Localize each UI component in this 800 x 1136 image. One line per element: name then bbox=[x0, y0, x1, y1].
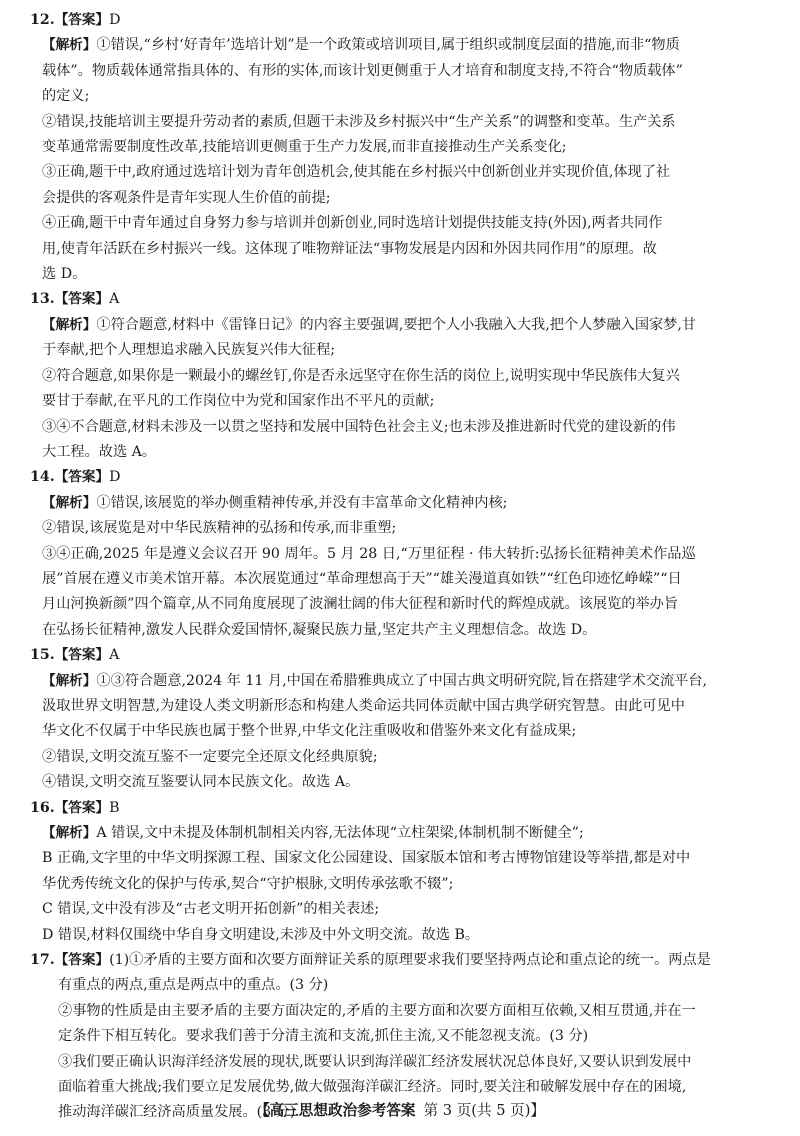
answer-value: D bbox=[109, 12, 121, 28]
answer-line bbox=[30, 796, 776, 821]
answer-line bbox=[30, 287, 776, 312]
analysis-line: 选 D。 bbox=[42, 266, 87, 283]
analysis-tag: 【解析】 bbox=[42, 825, 97, 841]
analysis-line: 汲取世界文明智慧,为建设人类文明新形态和构建人类命运共同体贡献中国古典学研究智慧。由此可见中 bbox=[42, 697, 685, 714]
analysis-line: 要甘于奉献,在平凡的工作岗位中为党和国家作出不平凡的贡献; bbox=[42, 393, 435, 410]
analysis-line bbox=[30, 669, 776, 694]
analysis-line: D 错误,材料仅围绕中华自身文明建设,未涉及中外文明交流。故选 B。 bbox=[42, 926, 480, 943]
answer-line bbox=[30, 8, 776, 33]
analysis-line: 用,使青年活跃在乡村振兴一线。这体现了唯物辩证法“事物发展是内因和外因共同作用”的原理。故 bbox=[42, 240, 657, 257]
answer-value: A bbox=[109, 647, 120, 664]
answer-content bbox=[30, 8, 776, 1126]
answer-value: D bbox=[109, 469, 121, 486]
analysis-line: ④正确,题干中青年通过自身努力参与培训并创新创业,同时选培计划提供技能支持(外因),两者共同作 bbox=[42, 215, 663, 232]
analysis-text: ①错误,“乡村‘好青年’选培计划”是一个政策或培训项目,属于组织或制度层面的措施,而非“物质 bbox=[96, 37, 680, 54]
analysis-line: 华优秀传统文化的保护与传承,契合“守护根脉,文明传承弦歌不辍”; bbox=[42, 875, 454, 892]
analysis-tag: 【解析】 bbox=[42, 37, 97, 54]
answer-line: 有重点的两点,重点是两点中的重点。(3 分) bbox=[58, 977, 329, 994]
footer-title: 【高三思想政治参考答案 bbox=[254, 1102, 416, 1119]
answer-text: (1)①矛盾的主要方面和次要方面辩证关系的原理要求我们要坚持两点论和重点论的统一。两点是 bbox=[109, 952, 711, 969]
analysis-line: ②符合题意,如果你是一颗最小的螺丝钉,你是否永远坚守在你生活的岗位上,说明实现中华民族伟大复兴 bbox=[42, 367, 680, 384]
answer-line bbox=[30, 643, 776, 668]
analysis-line: 变革通常需要制度性改革,技能培训更侧重于生产力发展,而非直接推动生产关系变化; bbox=[42, 139, 567, 156]
analysis-tag: 【解析】 bbox=[42, 672, 97, 689]
question-number: 13. bbox=[30, 291, 55, 308]
analysis-line: 的定义; bbox=[42, 88, 90, 105]
analysis-line: 华文化不仅属于中华民族也属于整个世界,中华文化注重吸收和借鉴外来文化有益成果; bbox=[42, 723, 577, 740]
analysis-line: ②错误,该展览是对中华民族精神的弘扬和传承,而非重塑; bbox=[42, 520, 397, 537]
analysis-text: ①错误,该展览的举办侧重精神传承,并没有丰富革命文化精神内核; bbox=[96, 494, 508, 511]
answer-tag: 【答案】 bbox=[54, 12, 110, 28]
analysis-line: 大工程。故选 A。 bbox=[42, 443, 157, 460]
analysis-line bbox=[30, 313, 776, 338]
answer-tag: 【答案】 bbox=[54, 469, 110, 486]
answer-line bbox=[30, 948, 776, 973]
answer-tag: 【答案】 bbox=[54, 291, 110, 308]
analysis-line: 展”首展在遵义市美术馆开幕。本次展览通过“革命理想高于天”“雄关漫道真如铁”“红色印迹忆峥嵘”“日 bbox=[42, 570, 682, 587]
analysis-text: A 错误,文中未提及体制机制相关内容,无法体现“立柱架梁,体制机制不断健全”; bbox=[96, 825, 584, 841]
question-number: 15. bbox=[30, 647, 55, 664]
answer-line: ③我们要正确认识海洋经济发展的现状,既要认识到海洋碳汇经济发展状况总体良好,又要认识到发展中 bbox=[58, 1053, 692, 1070]
analysis-line: 载体”。物质载体通常指具体的、有形的实体,而该计划更侧重于人才培育和制度支持,不符合“物质载体” bbox=[42, 62, 683, 79]
analysis-line: ③④不合题意,材料未涉及一以贯之坚持和发展中国特色社会主义;也未涉及推进新时代党的建设新的伟 bbox=[42, 418, 676, 435]
analysis-text: ①③符合题意,2024 年 11 月,中国在希腊雅典成立了中国古典文明研究院,旨在搭建学术交流平台, bbox=[96, 672, 708, 689]
analysis-line bbox=[30, 33, 776, 58]
analysis-line bbox=[30, 491, 776, 516]
answer-line: 定条件下相互转化。要求我们善于分清主流和支流,抓住主流,又不能忽视支流。(3 分) bbox=[58, 1028, 589, 1045]
analysis-line: C 错误,文中没有涉及“古老文明开拓创新”的相关表述; bbox=[42, 901, 380, 918]
question-15 bbox=[30, 643, 776, 795]
analysis-line bbox=[30, 821, 776, 846]
answer-tag: 【答案】 bbox=[54, 799, 110, 816]
answer-line: 面临着重大挑战;我们要立足发展优势,做大做强海洋碳汇经济。同时,要关注和破解发展中存在的困境, bbox=[58, 1079, 687, 1096]
analysis-line: 月山河换新颜”四个篇章,从不同角度展现了波澜壮阔的伟大征程和新时代的辉煌成就。该展览的举办旨 bbox=[42, 596, 679, 613]
question-number: 16. bbox=[30, 799, 55, 816]
analysis-line: ③正确,题干中,政府通过选培计划为青年创造机会,使其能在乡村振兴中创新创业并实现价值,体现了社 bbox=[42, 164, 671, 181]
answer-line: ②事物的性质是由主要矛盾的主要方面决定的,矛盾的主要方面和次要方面相互依赖,又相互贯通,并在一 bbox=[58, 1002, 696, 1019]
answer-value: B bbox=[109, 799, 120, 816]
answer-tag: 【答案】 bbox=[54, 647, 110, 664]
question-number: 12. bbox=[30, 12, 55, 28]
analysis-line: ②错误,文明交流互鉴不一定要完全还原文化经典原貌; bbox=[42, 748, 378, 765]
question-number: 17. bbox=[30, 952, 55, 969]
analysis-tag: 【解析】 bbox=[42, 494, 97, 511]
answer-line bbox=[30, 465, 776, 490]
analysis-line: 于奉献,把个人理想追求融入民族复兴伟大征程; bbox=[42, 342, 336, 359]
question-13 bbox=[30, 287, 776, 465]
analysis-text: ①符合题意,材料中《雷锋日记》的内容主要强调,要把个人小我融入大我,把个人梦融入国家梦,甘 bbox=[96, 316, 697, 333]
analysis-line: 在弘扬长征精神,激发人民群众爱国情怀,凝聚民族力量,坚定共产主义理想信念。故选 D。 bbox=[42, 621, 597, 638]
analysis-line: ④错误,文明交流互鉴要认同本民族文化。故选 A。 bbox=[42, 774, 360, 791]
page-number: 第 3 页(共 5 页)】 bbox=[423, 1102, 546, 1119]
question-14 bbox=[30, 465, 776, 643]
question-16 bbox=[30, 796, 776, 948]
analysis-line: B 正确,文字里的中华文明探源工程、国家文化公园建设、国家版本馆和考古博物馆建设等举措,都是对中 bbox=[42, 850, 691, 867]
page-footer bbox=[0, 1099, 800, 1120]
analysis-line: ②错误,技能培训主要提升劳动者的素质,但题干未涉及乡村振兴中“生产关系”的调整和变革。生产关系 bbox=[42, 113, 676, 130]
question-12 bbox=[30, 8, 776, 287]
answer-line: 推动海洋碳汇经济高质量发展。(3 分) bbox=[58, 1104, 296, 1121]
analysis-line: 会提供的客观条件是青年实现人生价值的前提; bbox=[42, 189, 331, 206]
analysis-tag: 【解析】 bbox=[42, 316, 97, 333]
question-number: 14. bbox=[30, 469, 55, 486]
answer-value: A bbox=[109, 291, 120, 308]
answer-tag: 【答案】 bbox=[54, 952, 110, 969]
analysis-line: ③④正确,2025 年是遵义会议召开 90 周年。5 月 28 日,“万里征程 · 伟大转折:弘扬长征精神美术作品巡 bbox=[42, 545, 696, 562]
